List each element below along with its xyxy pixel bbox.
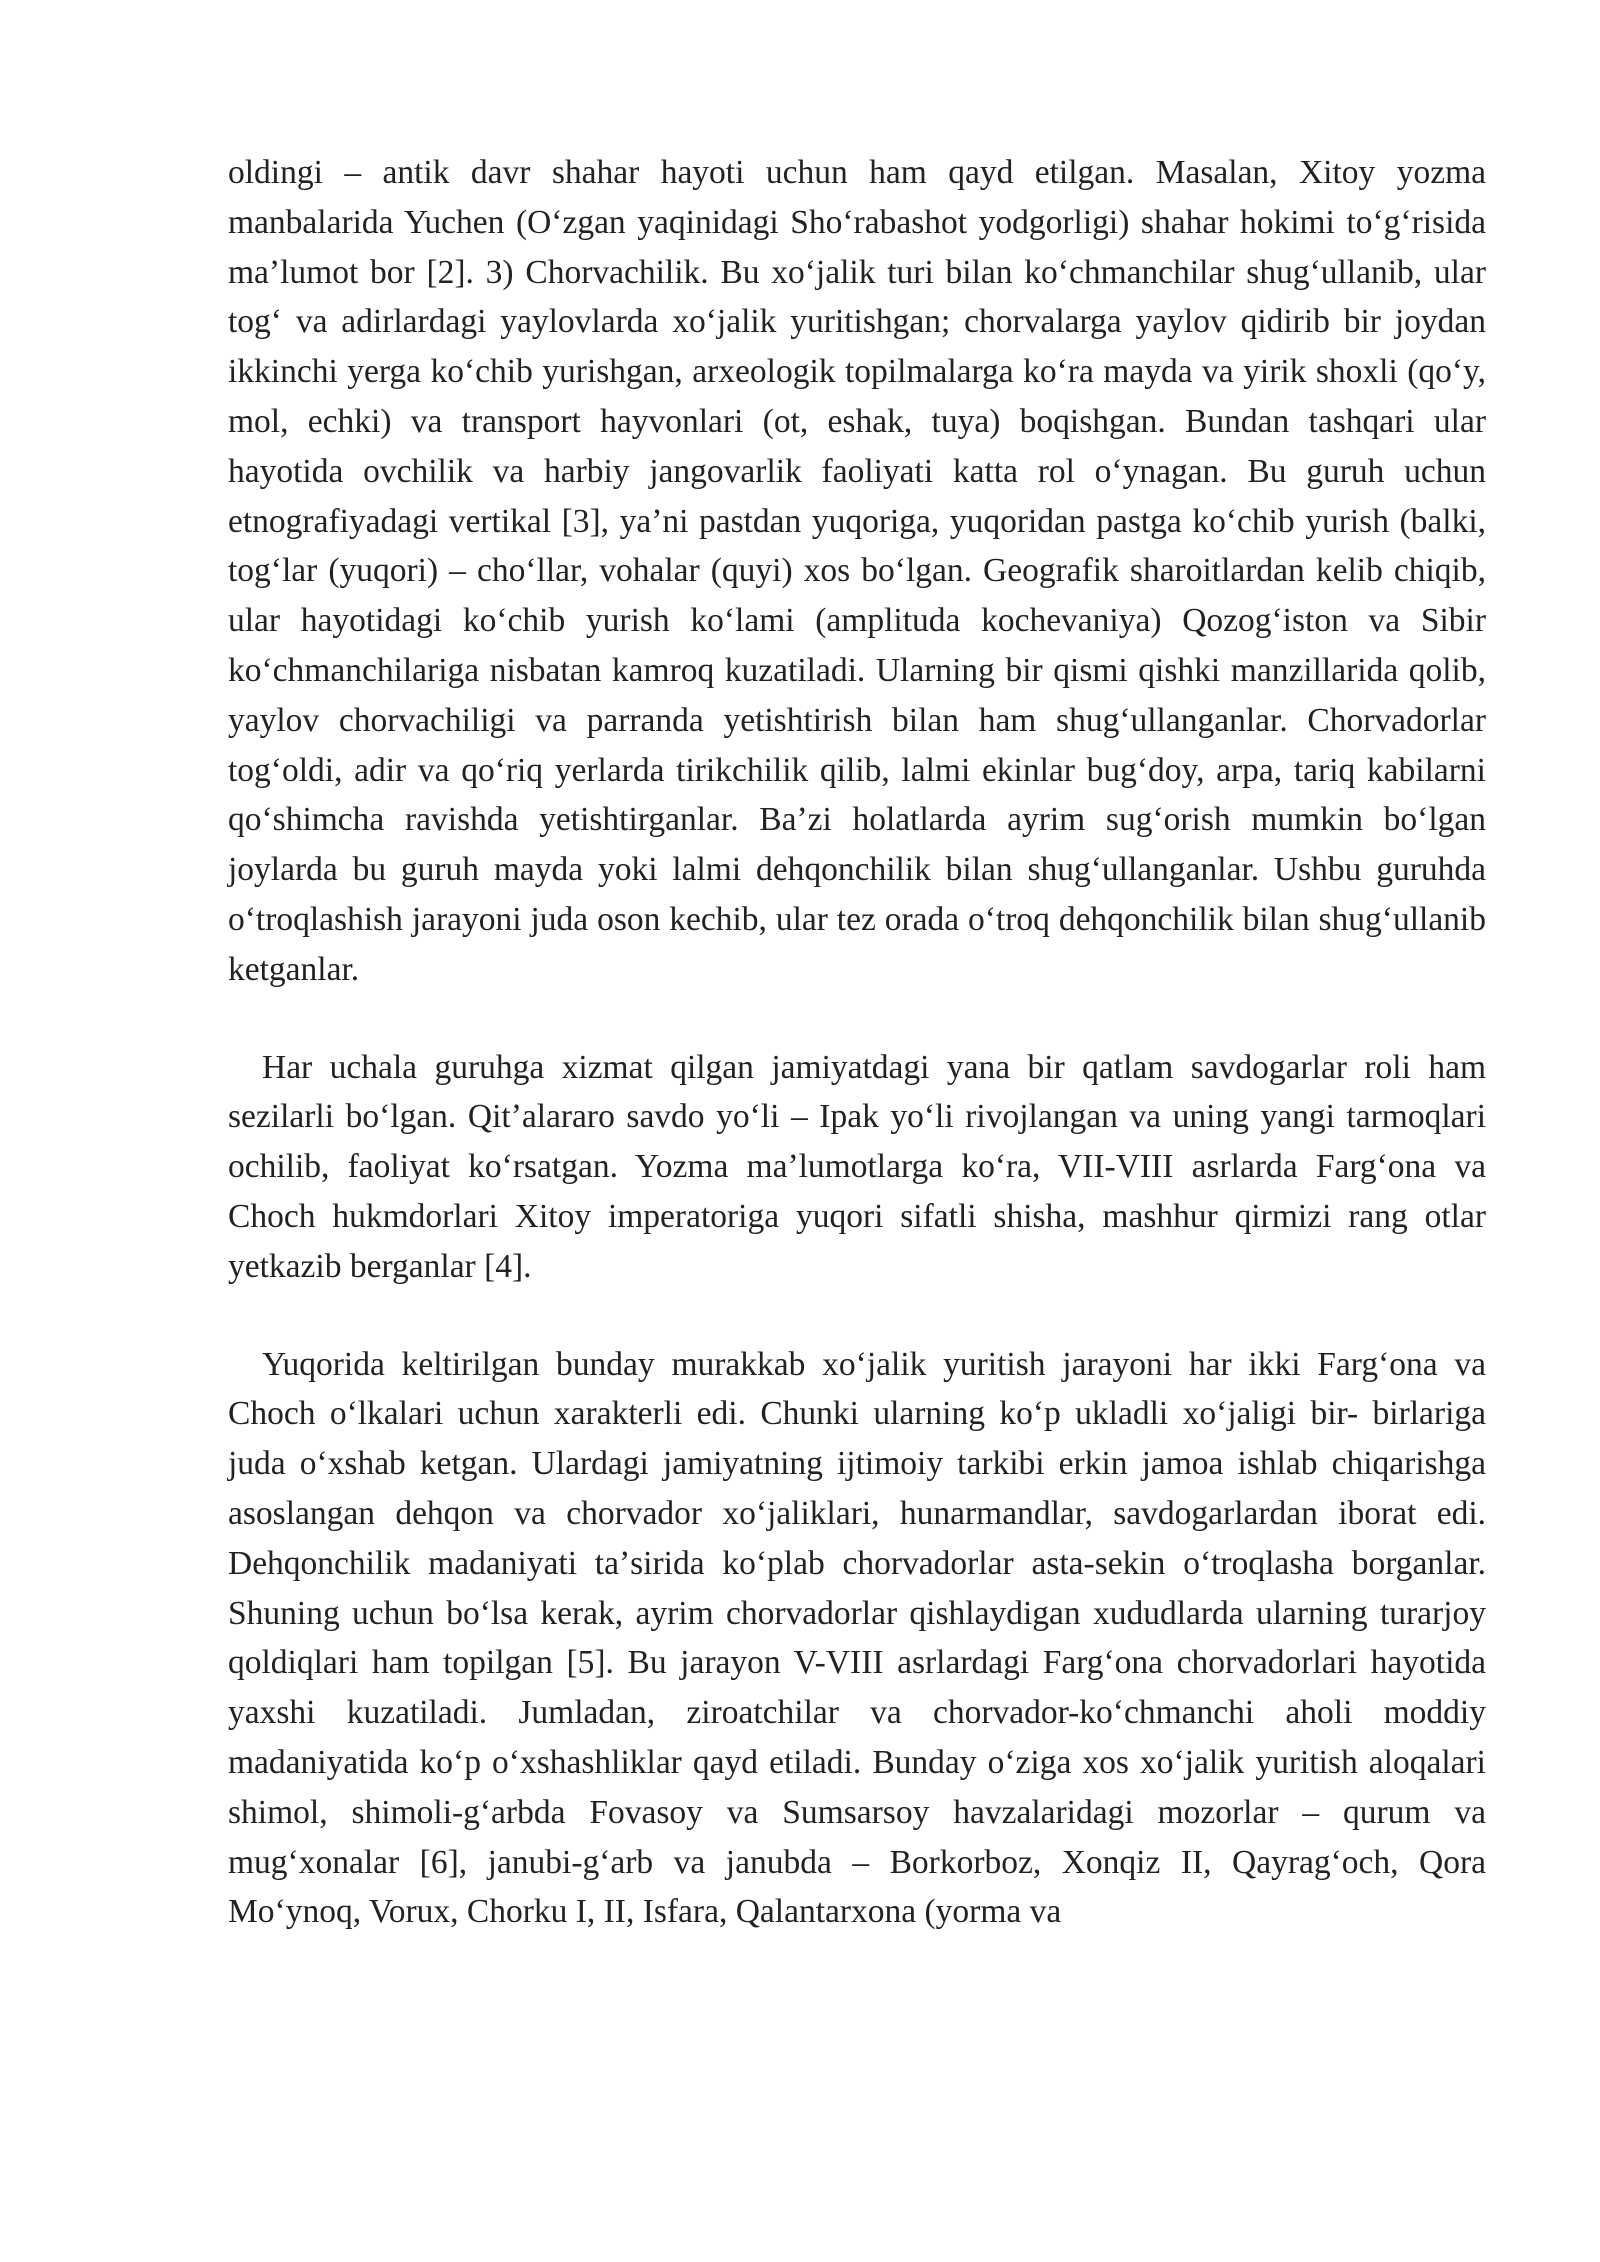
paragraph-pastoralism: oldingi – antik davr shahar hayoti uchun ham qayd etilgan. Masalan, Xitoy yozma manbalarida Yuchen (Oʻzgan yaqinidagi Shoʻrabashot yodgorligi) shahar hokimi toʻgʻrisida maʼlumot bor [2]. 3) Chorvachilik. Bu xoʻjalik turi bilan koʻchmanchilar shugʻullanib, ular togʻ va adirlardagi yaylovlarda xoʻjalik yuritishgan; chorvalarga yaylov qidirib bir joydan ikkinchi yerga koʻchib yurishgan, arxeologik topilmalarga koʻra mayda va yirik shoxli (qoʻy, mol, echki) va transport hayvonlari (ot, eshak, tuya) boqishgan. Bundan tashqari ular hayotida ovchilik va harbiy jangovarlik faoliyati katta rol oʻynagan. Bu guruh uchun etnografiyadagi vertikal [3], yaʼni pastdan yuqoriga, yuqoridan pastga koʻchib yurish (balki, togʻlar (yuqori) – choʻllar, vohalar (quyi) xos boʻlgan. Geografik sharoitlardan kelib chiqib, ular hayotidagi koʻchib yurish koʻlami (amplituda kochevaniya) Qozogʻiston va Sibir koʻchmanchilariga nisbatan kamroq kuzatiladi. Ularning bir qismi qishki manzillarida qolib, yaylov chorvachiligi va parranda yetishtirish bilan ham shugʻullanganlar. Chorvadorlar togʻoldi, adir va qoʻriq yerlarda tirikchilik qilib, lalmi ekinlar bugʻdoy, arpa, tariq kabilarni qoʻshimcha ravishda yetishtirganlar. Baʼzi holatlarda ayrim sugʻorish mumkin boʻlgan joylarda bu guruh mayda yoki lalmi dehqonchilik bilan shugʻullanganlar. Ushbu guruhda oʻtroqlashish jarayoni juda oson kechib, ular tez orada oʻtroq dehqonchilik bilan shugʻullanib ketganlar.	[228, 154, 1486, 988]
paragraph-economy: Yuqorida keltirilgan bunday murakkab xoʻjalik yuritish jarayoni har ikki Fargʻona va Choch oʻlkalari uchun xarakterli edi. Chunki ularning koʻp ukladli xoʻjaligi bir- birlariga juda oʻxshab ketgan. Ulardagi jamiyatning ijtimoiy tarkibi erkin jamoa ishlab chiqarishga asoslangan dehqon va chorvador xoʻjaliklari, hunarmandlar, savdogarlardan iborat edi. Dehqonchilik madaniyati taʼsirida koʻplab chorvadorlar asta-sekin oʻtroqlasha borganlar. Shuning uchun boʻlsa kerak, ayrim chorvadorlar qishlaydigan xududlarda ularning turarjoy qoldiqlari ham topilgan [5]. Bu jarayon V-VIII asrlardagi Fargʻona chorvadorlari hayotida yaxshi kuzatiladi. Jumladan, ziroatchilar va chorvador-koʻchmanchi aholi moddiy madaniyatida koʻp oʻxshashliklar qayd etiladi. Bunday oʻziga xos xoʻjalik yuritish aloqalari shimol, shimoli-gʻarbda Fovasoy va Sumsarsoy havzalaridagi mozorlar – qurum va mugʻxonalar [6], janubi-gʻarb va janubda – Borkorboz, Xonqiz II, Qayragʻoch, Qora Moʻynoq, Vorux, Chorku I, II, Isfara, Qalantarxona (yorma va	[228, 1345, 1486, 1931]
paragraph-merchants: Har uchala guruhga xizmat qilgan jamiyatdagi yana bir qatlam savdogarlar roli ham sezilarli boʻlgan. Qitʼalararo savdo yoʻli – Ipak yoʻli rivojlangan va uning yangi tarmoqlari ochilib, faoliyat koʻrsatgan. Yozma maʼlumotlarga koʻra, VII-VIII asrlarda Fargʻona va Choch hukmdorlari Xitoy imperatoriga yuqori sifatli shisha, mashhur qirmizi rang otlar yetkazib berganlar [4].	[228, 1048, 1486, 1285]
document-page	[228, 148, 1486, 1937]
